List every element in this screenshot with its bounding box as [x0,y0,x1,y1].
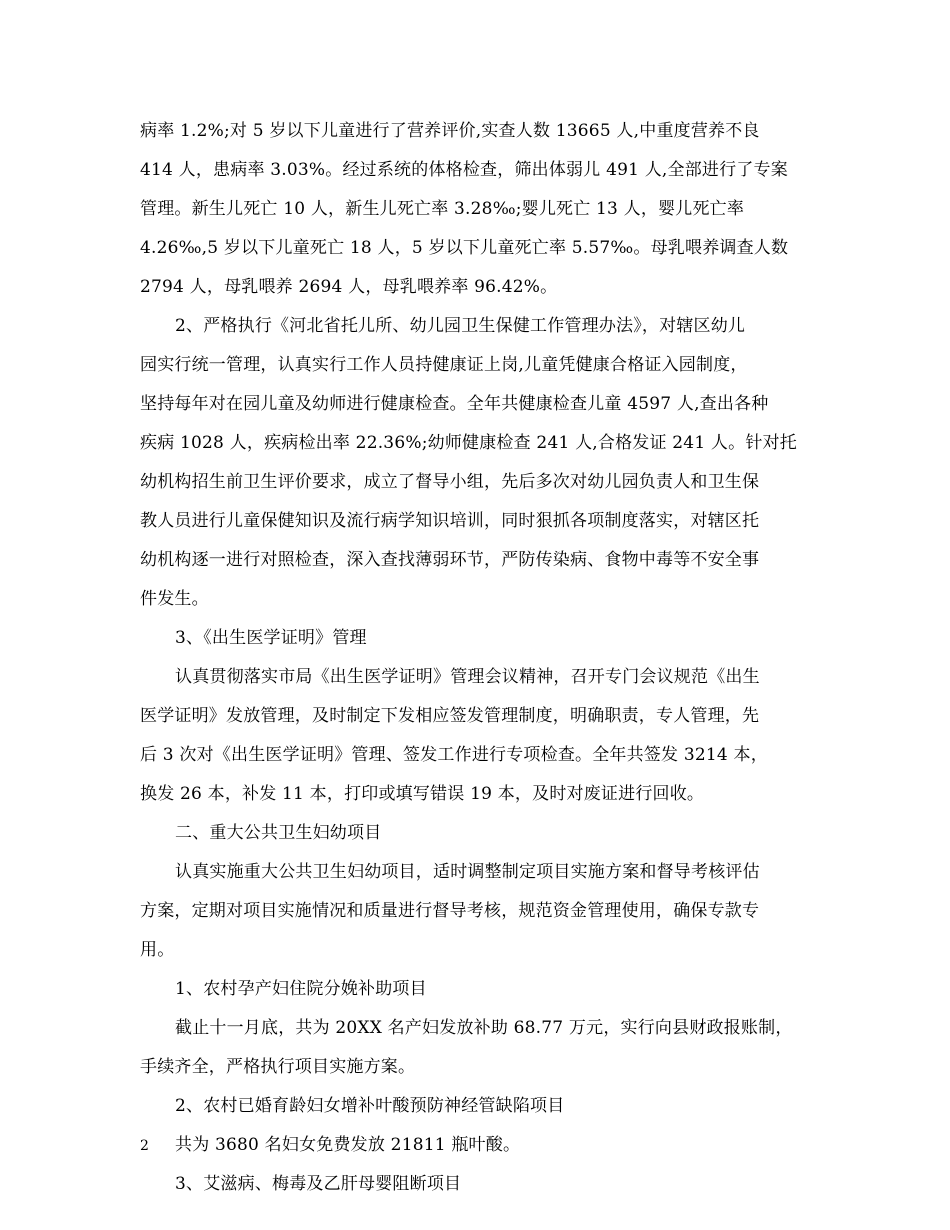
text-line: 换发 26 本，补发 11 本，打印或填写错误 19 本，及时对废证进行回收。 [140,784,705,804]
text-line: 园实行统一管理，认真实行工作人员持健康证上岗,儿童凭健康合格证入园制度， [140,355,748,375]
text-line: 疾病 1028 人，疾病检出率 22.36%;幼师健康检查 241 人,合格发证 241 人。针对托 [140,433,797,453]
text-line: 4.26‰,5 岁以下儿童死亡 18 人，5 岁以下儿童死亡率 5.57‰。母乳喂养调查人数 [140,238,789,258]
text-line: 病率 1.2%;对 5 岁以下儿童进行了营养评价,实查人数 13665 人,中重度营养不良 [140,121,760,141]
paragraph-start-line: 认真贯彻落实市局《出生医学证明》管理会议精神，召开专门会议规范《出生 [175,667,760,687]
text-line: 用。 [140,940,175,960]
text-line: 手续齐全，严格执行项目实施方案。 [140,1057,416,1077]
text-line: 414 人，患病率 3.03%。经过系统的体格检查，筛出体弱儿 491 人,全部进行了专案 [140,160,788,180]
section-heading: 2、农村已婚育龄妇女增补叶酸预防神经管缺陷项目 [175,1096,565,1116]
text-line: 坚持每年对在园儿童及幼师进行健康检查。全年共健康检查儿童 4597 人,查出各种 [140,394,769,414]
document-body [140,112,820,1204]
text-line: 2794 人，母乳喂养 2694 人，母乳喂养率 96.42%。 [140,277,558,297]
paragraph-start-line: 2、严格执行《河北省托儿所、幼儿园卫生保健工作管理办法》，对辖区幼儿 [175,316,746,336]
section-heading: 3、《出生医学证明》管理 [175,628,367,648]
text-line: 管理。新生儿死亡 10 人，新生儿死亡率 3.28‰;婴儿死亡 13 人，婴儿死亡率 [140,199,745,219]
text-line: 医学证明》发放管理，及时制定下发相应签发管理制度，明确职责，专人管理，先 [140,706,760,726]
text-line: 幼机构逐一进行对照检查，深入查找薄弱环节，严防传染病、食物中毒等不安全事 [140,550,760,570]
text-line: 教人员进行儿童保健知识及流行病学知识培训，同时狠抓各项制度落实，对辖区托 [140,511,760,531]
paragraph-start-line: 认真实施重大公共卫生妇幼项目，适时调整制定项目实施方案和督导考核评估 [175,862,760,882]
text-line: 幼机构招生前卫生评价要求，成立了督导小组，先后多次对幼儿园负责人和卫生保 [140,472,760,492]
section-heading: 1、农村孕产妇住院分娩补助项目 [175,979,427,999]
text-line: 后 3 次对《出生医学证明》管理、签发工作进行专项检查。全年共签发 3214 本， [140,745,768,765]
text-line: 方案，定期对项目实施情况和质量进行督导考核，规范资金管理使用，确保专款专 [140,901,760,921]
page-number: 2 [140,1138,149,1154]
paragraph-start-line: 截止十一月底，共为 20XX 名产妇发放补助 68.77 万元，实行向县财政报账制， [175,1018,793,1038]
section-heading: 二、重大公共卫生妇幼项目 [175,823,382,843]
text-line: 件发生。 [140,589,209,609]
section-heading: 3、艾滋病、梅毒及乙肝母婴阻断项目 [175,1174,462,1194]
paragraph-start-line: 共为 3680 名妇女免费发放 21811 瓶叶酸。 [175,1135,521,1155]
